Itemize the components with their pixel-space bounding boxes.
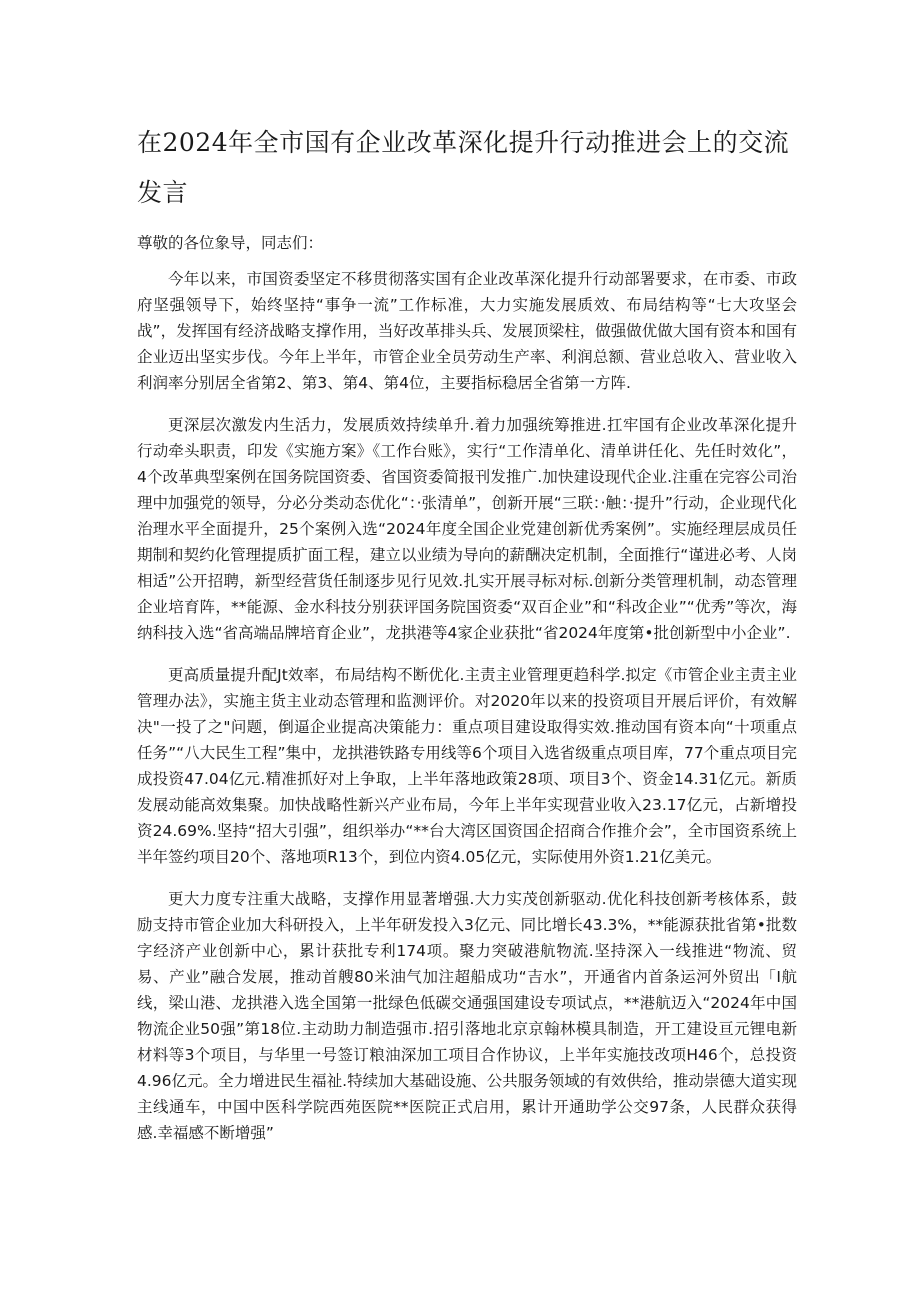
salutation: 尊敬的各位象导，同志们： [137,234,324,252]
paragraph-3: 更高质量提升配Jt效率，布局结构不断优化.主责主业管理更趋科学.拟定《市管企业主责主业管理办法》，实施主货主业动态管理和监测评价。对2020年以来的投资项目开展后评价，有效解决"一投了之"问题，倒逼企业提高决策能力：重点项目建设取得实效.推动国有资本向“十项重点任务”“八大民生工程”集中，龙拱港铁路专用线等6个项目入选省级重点项目库，77个重点项目完成投资47.04亿元.精准抓好对上争取，上半年落地政策28项、项目3个、资金14.31亿元。新质发展动能高效集聚。加快战略性新兴产业布局，今年上半年实现营业收入23.17亿元，占新增投资24.69%.坚持“招大引强”，组织举办“**台大湾区国资国企招商合作推介会”，全市国资系统上半年签约项目20个、落地项R13个，到位内资4.05亿元，实际使用外资1.21亿美元。 [137,666,797,866]
paragraph-1: 今年以来，市国资委坚定不移贯彻落实国有企业改革深化提升行动部署要求，在市委、市政府坚强领导下，始终坚持“事争一流”工作标准，大力实施发展质效、布局结构等“七大攻坚会战”，发挥国有经济战略支撑作用，当好改革排头兵、发展顶梁柱，做强做优做大国有资本和国有企业迈出坚实步伐。今年上半年，市管企业全员劳动生产率、利润总额、营业总收入、营业收入利润率分别居全省第2、第3、第4、第4位，主要指标稳居全省第一方阵. [137,270,797,392]
document-page [137,118,797,1162]
paragraph-4: 更大力度专注重大战略，支撑作用显著增强.大力实茂创新驱动.优化科技创新考核体系，鼓励支持市管企业加大科研投入，上半年研发投入3亿元、同比增长43.3%，**能源获批省第•批数字经济产业创新中心，累计获批专利174项。聚力突破港航物流.坚持深入一线推进“物流、贸易、产业”融合发展，推动首艘80米油气加注超船成功“吉水”，开通省内首条运河外贸出「I航线，梁山港、龙拱港入选全国第一批绿色低碳交通强国建设专项试点，**港航迈入“2024年中国物流企业50强”第18位.主动助力制造强市.招引落地北京京翰林模具制造，开工建设亘元锂电新材料等3个项目，与华里一号签订粮油深加工项目合作协议，上半年实施技改项H46个，总投资4.96亿元。全力增进民生福祉.特续加大基础设施、公共服务领域的有效供给，推动崇德大道实现主线通车，中国中医科学院西苑医院**医院正式启用，累计开通助学公交97条，人民群众获得感.幸福感不断增强” [137,890,797,1142]
paragraph-2: 更深层次激发内生活力，发展质效持续单升.着力加强统筹推进.扛牢国有企业改革深化提升行动牵头职责，印发《实施方案》《工作台账》，实行“工作清单化、清单讲任化、先任时效化”，4个改革典型案例在国务院国资委、省国资委简报刊发推广.加快建设现代企业.注重在完容公司治理中加强党的领导，分必分类动态优化“：·张清单”，创新开展“三联：·触：·提升”行动，企业现代化治理水平全面提升，25个案例入选“2024年度全国企业党建创新优秀案例”。实施经理层成员任期制和契约化管理提质扩面工程，建立以业绩为导向的薪酬决定机制，全面推行“谨进必考、人岗相适”公开招聘，新型经营货任制逐步见行见效.扎实开展寻标对标.创新分类管理机制，动态管理企业培育阵，**能源、金水科技分别获评国务院国资委“双百企业”和“科改企业”“优秀”等次，海纳科技入选“省高端品牌培育企业”，龙拱港等4家企业获批“省2024年度第•批创新型中小企业”. [137,416,797,642]
document-title: 在2024年全市国有企业改革深化提升行动推进会上的交流发言 [137,128,790,207]
